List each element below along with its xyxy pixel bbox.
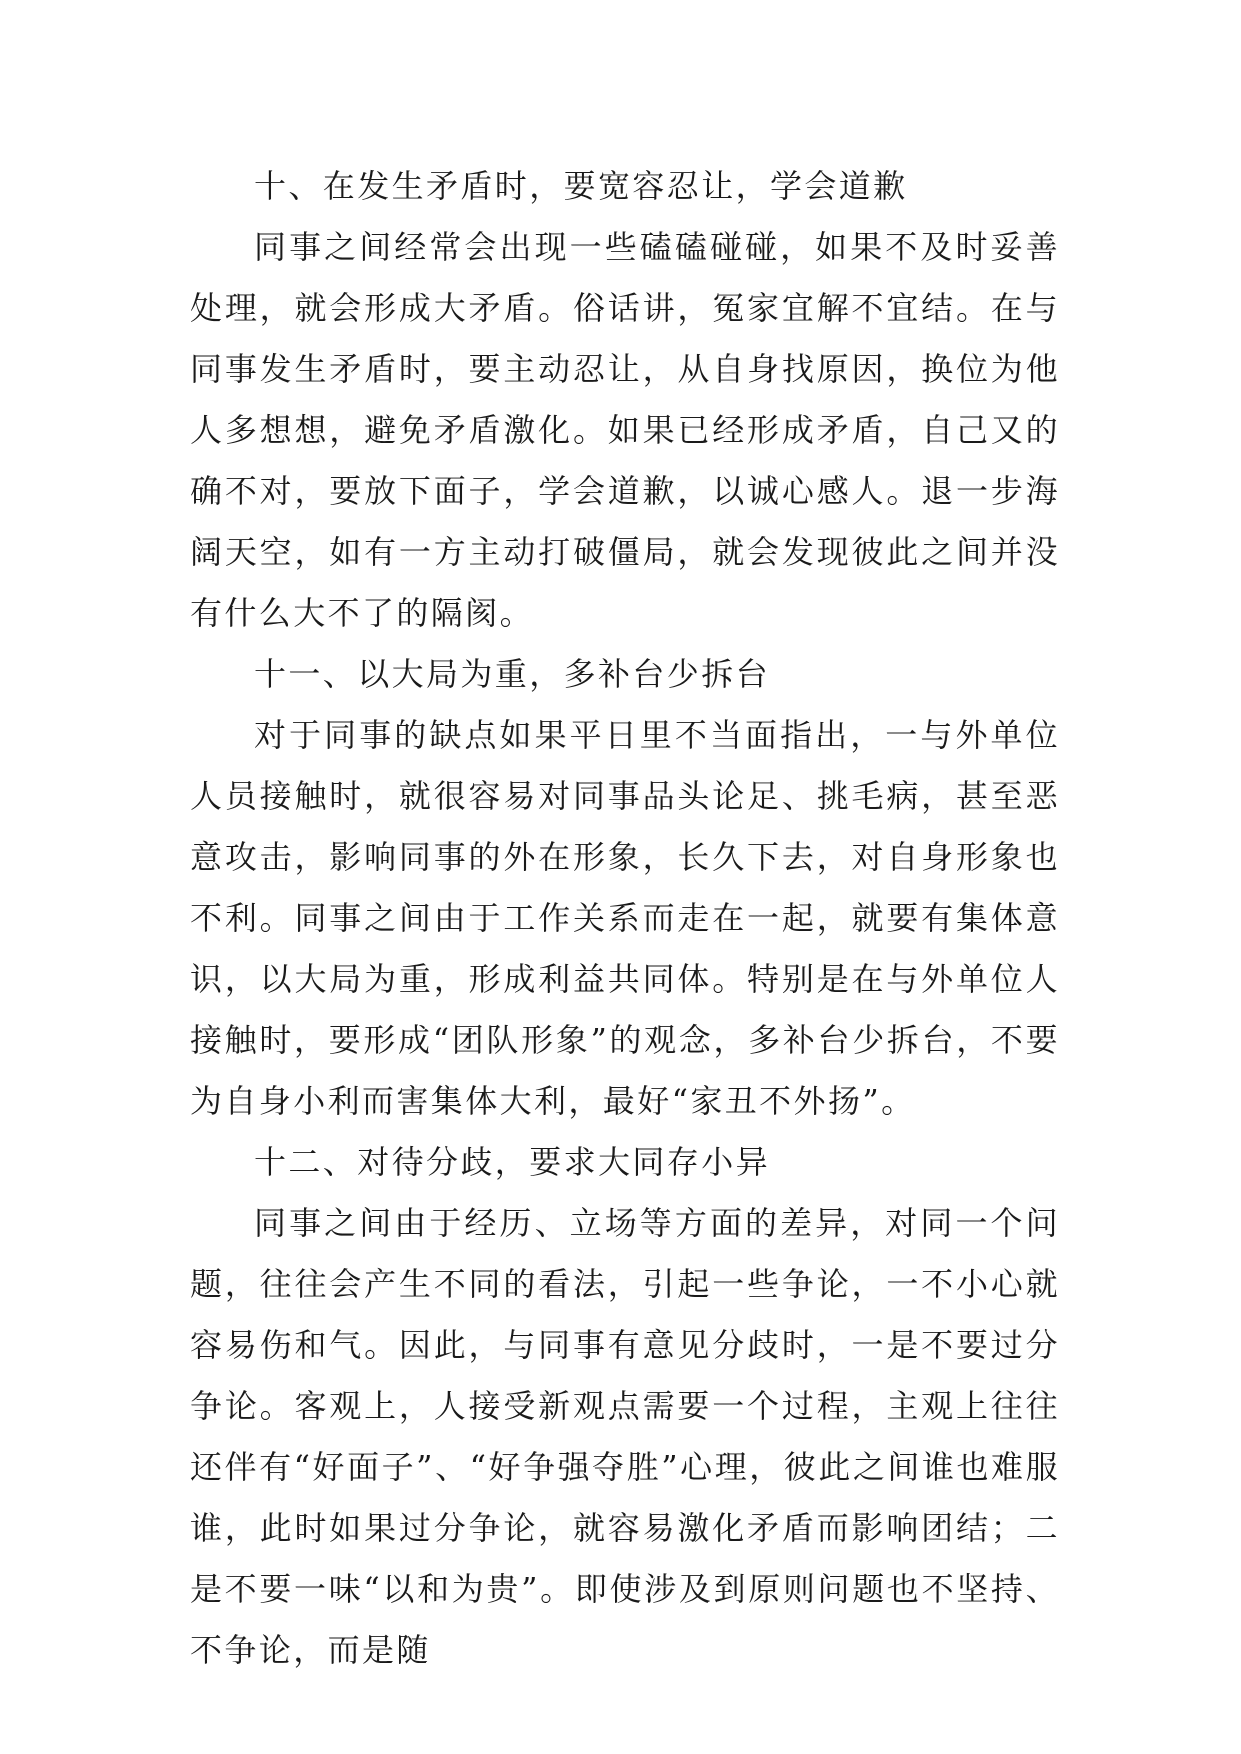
section-paragraph-10: 同事之间经常会出现一些磕磕碰碰，如果不及时妥善处理，就会形成大矛盾。俗话讲，冤家宜解不宜结。在与同事发生矛盾时，要主动忍让，从自身找原因，换位为他人多想想，避免矛盾激化。如果已经形成矛盾，自己又的确不对，要放下面子，学会道歉，以诚心感人。退一步海阔天空，如有一方主动打破僵局，就会发现彼此之间并没有什么大不了的隔阂。 [190, 228, 1060, 632]
section-heading-12: 十二、对待分歧，要求大同存小异 [254, 1143, 771, 1181]
section-heading-11: 十一、以大局为重，多补台少拆台 [254, 655, 771, 693]
section-paragraph-12: 同事之间由于经历、立场等方面的差异，对同一个问题，往往会产生不同的看法，引起一些争论，一不小心就容易伤和气。因此，与同事有意见分歧时，一是不要过分争论。客观上，人接受新观点需要一个过程，主观上往往还伴有“好面子”、“好争强夺胜”心理，彼此之间谁也难服谁，此时如果过分争论，就容易激化矛盾而影响团结；二是不要一味“以和为贵”。即使涉及到原则问题也不坚持、不争论，而是随 [190, 1204, 1060, 1669]
section-heading-10: 十、在发生矛盾时，要宽容忍让，学会道歉 [254, 167, 908, 205]
section-paragraph-11: 对于同事的缺点如果平日里不当面指出，一与外单位人员接触时，就很容易对同事品头论足、挑毛病，甚至恶意攻击，影响同事的外在形象，长久下去，对自身形象也不利。同事之间由于工作关系而走在一起，就要有集体意识，以大局为重，形成利益共同体。特别是在与外单位人接触时，要形成“团队形象”的观念，多补台少拆台，不要为自身小利而害集体大利，最好“家丑不外扬”。 [190, 716, 1060, 1120]
document-body [190, 156, 1060, 1681]
